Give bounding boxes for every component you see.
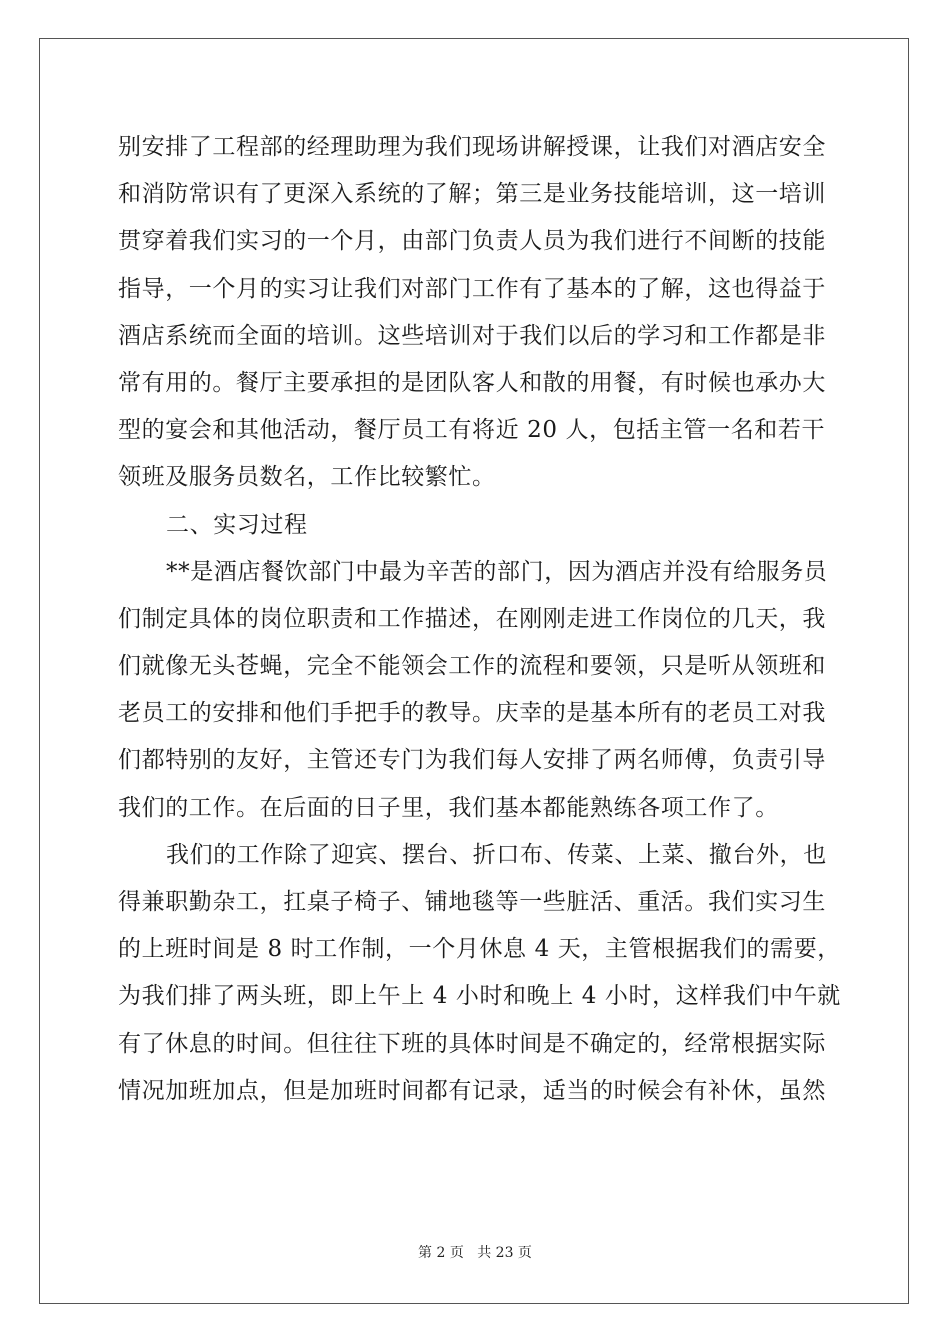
text-line: 我们的工作。在后面的日子里，我们基本都能熟练各项工作了。 [118,794,779,821]
text-line: 别安排了工程部的经理助理为我们现场讲解授课，让我们对酒店安全 [118,134,826,160]
text-line: 指导，一个月的实习让我们对部门工作有了基本的了解，这也得益于 [118,275,826,302]
page-footer [0,1242,950,1262]
text-line: 有了休息的时间。但往往下班的具体时间是不确定的，经常根据实际 [118,1030,826,1057]
text-line: 为我们排了两头班，即上午上 4 小时和晚上 4 小时，这样我们中午就 [118,983,841,1010]
text-line: 们都特别的友好，主管还专门为我们每人安排了两名师傅，负责引导 [118,747,826,774]
text-line: 贯穿着我们实习的一个月，由部门负责人员为我们进行不间断的技能 [118,228,826,255]
text-line: 情况加班加点，但是加班时间都有记录，适当的时候会有补休，虽然 [118,1077,826,1104]
text-line: 酒店系统而全面的培训。这些培训对于我们以后的学习和工作都是非 [118,322,826,349]
page-total: 共 23 页 [477,1245,532,1261]
section-heading: 二、实习过程 [166,511,308,538]
page-number: 第 2 页 [418,1245,464,1261]
text-line: 型的宴会和其他活动，餐厅员工有将近 20 人，包括主管一名和若干 [118,417,826,444]
text-line: 们就像无头苍蝇，完全不能领会工作的流程和要领，只是听从领班和 [118,653,826,680]
text-line: **是酒店餐饮部门中最为辛苦的部门，因为酒店并没有给服务员 [166,558,828,585]
text-line: 得兼职勤杂工，扛桌子椅子、铺地毯等一些脏活、重活。我们实习生 [118,889,826,915]
text-line: 我们的工作除了迎宾、摆台、折口布、传菜、上菜、撤台外，也 [166,841,827,868]
text-line: 领班及服务员数名，工作比较繁忙。 [118,464,496,491]
document-body [118,124,841,1115]
text-line: 们制定具体的岗位职责和工作描述，在刚刚走进工作岗位的几天，我 [118,605,826,632]
text-line: 和消防常识有了更深入系统的了解；第三是业务技能培训，这一培训 [118,181,826,208]
text-line: 的上班时间是 8 时工作制，一个月休息 4 天，主管根据我们的需要， [118,936,841,963]
text-line: 老员工的安排和他们手把手的教导。庆幸的是基本所有的老员工对我 [118,700,826,727]
text-line: 常有用的。餐厅主要承担的是团队客人和散的用餐，有时候也承办大 [118,369,826,396]
